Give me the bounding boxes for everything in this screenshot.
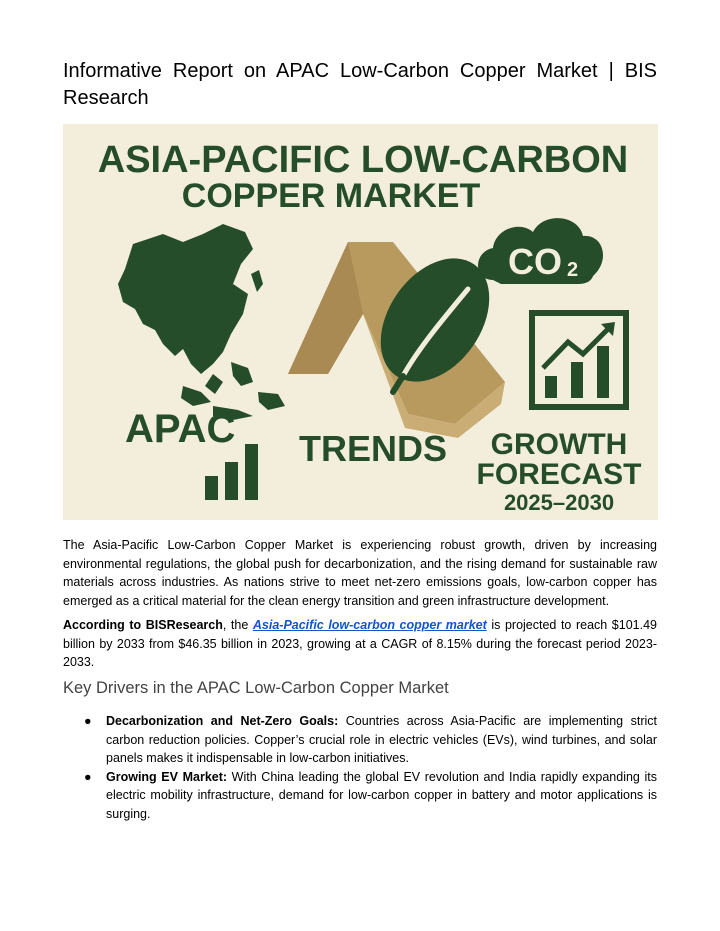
- connector-text: , the: [222, 618, 253, 632]
- bullet-heading: Decarbonization and Net-Zero Goals:: [106, 714, 339, 728]
- forecast-paragraph: [63, 616, 657, 672]
- page-title: Informative Report on APAC Low-Carbon Copper Market | BIS Research: [63, 60, 657, 109]
- co2-label: CO: [508, 241, 562, 282]
- growth-years: 2025–2030: [503, 490, 615, 515]
- hero-infographic: [63, 124, 658, 520]
- growth-label-line2: FORECAST: [476, 458, 642, 491]
- forecast-text: is projected to reach $101.49 billion by 2033 from $46.35 billion in 2023, growing at a CAGR of 8.15% during the forecast period 2023-2033.: [63, 618, 657, 669]
- hero-headline-line1: ASIA-PACIFIC LOW-CARBON: [97, 139, 629, 181]
- co2-subscript: 2: [567, 259, 579, 281]
- apac-label: APAC: [125, 407, 236, 451]
- intro-paragraph: The Asia-Pacific Low-Carbon Copper Market is experiencing robust growth, driven by increasing environmental regulations, the global push for decarbonization, and the rising demand for sustainable raw materials across industries. As nations strive to meet net-zero emissions goals, low-carbon copper has emerged as a critical material for the clean energy transition and green infrastructure development.: [63, 538, 657, 608]
- list-item: [63, 768, 657, 824]
- bullet-text: With China leading the global EV revolution and India rapidly expanding its electric mobility infrastructure, demand for low-carbon copper in battery and motor applications is surging.: [106, 769, 657, 821]
- trends-label: TRENDS: [298, 428, 448, 469]
- list-item: [63, 712, 657, 768]
- section-heading: Key Drivers in the APAC Low-Carbon Copper Market: [63, 679, 449, 697]
- key-drivers-list: [63, 712, 657, 823]
- source-bold: According to BISResearch: [63, 618, 223, 632]
- bullet-icon: ●: [84, 769, 92, 784]
- bullet-text: Countries across Asia-Pacific are implementing strict carbon reduction policies. Copper’s crucial role in electric vehicles (EVs), wind turbines, and solar panels makes it indispensable in low-carbon initiatives.: [106, 714, 657, 765]
- bullet-heading: Growing EV Market:: [106, 769, 228, 784]
- market-report-link[interactable]: Asia-Pacific low-carbon copper market: [252, 618, 487, 632]
- hero-headline-line2: COPPER MARKET: [181, 177, 481, 215]
- bullet-icon: ●: [84, 714, 92, 728]
- growth-label-line1: GROWTH: [490, 428, 628, 461]
